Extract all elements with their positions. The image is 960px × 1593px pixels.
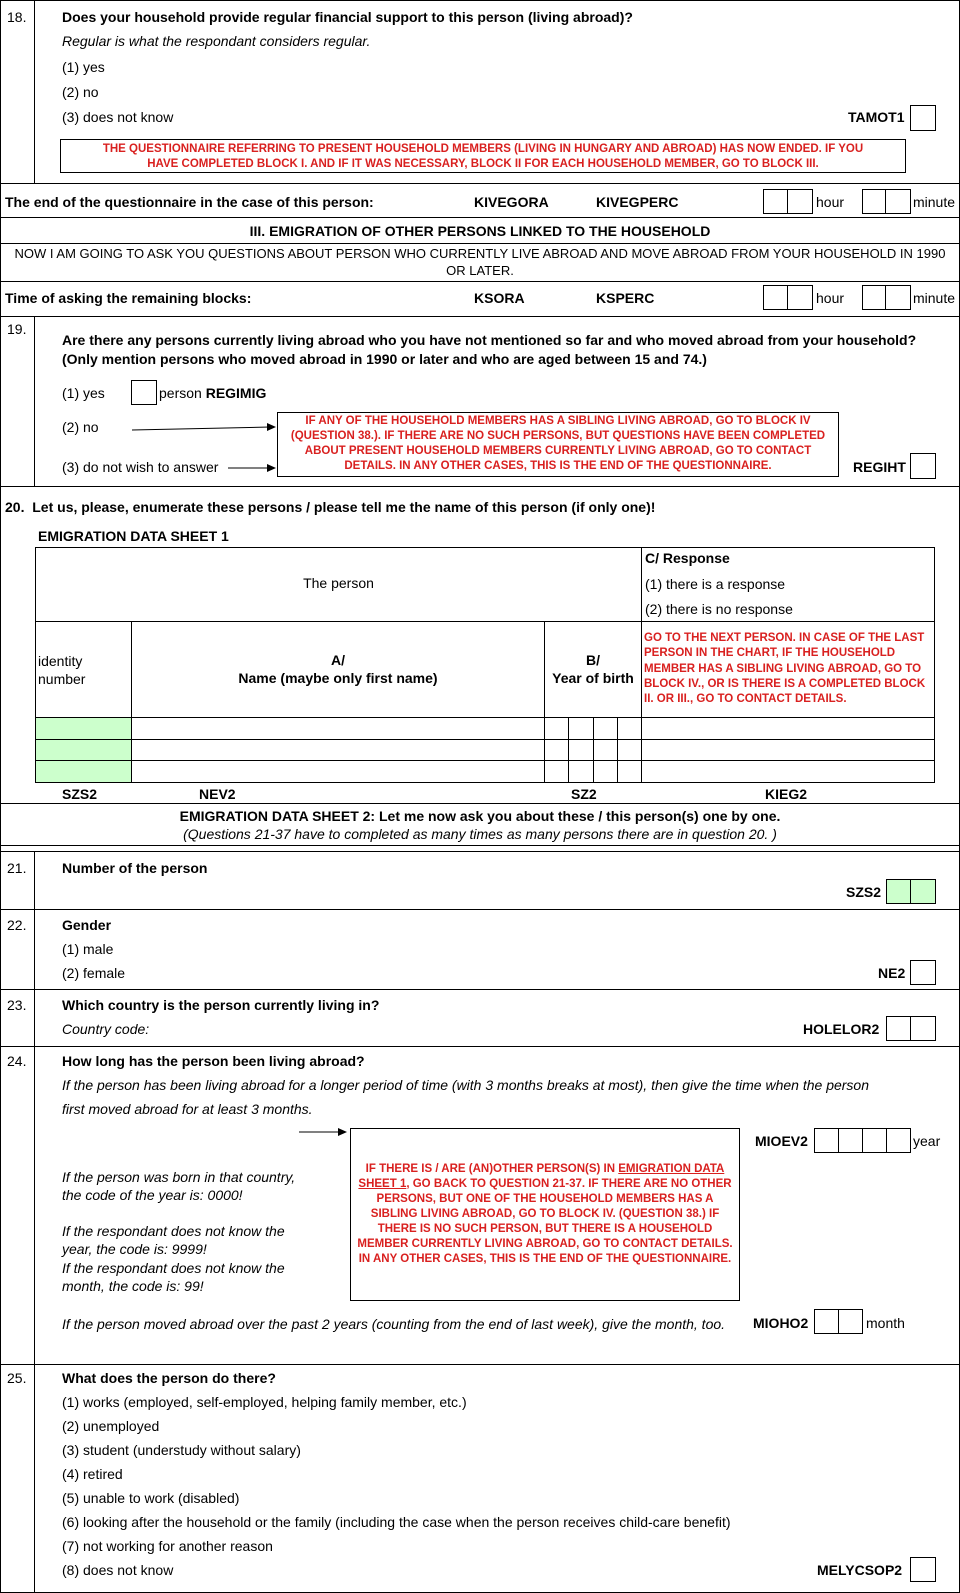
nev2-label: NEV2 xyxy=(199,786,236,802)
q25-option-3[interactable] xyxy=(62,1442,301,1458)
option-label: yes xyxy=(83,59,105,75)
mioev2-digit-4[interactable] xyxy=(886,1128,911,1153)
option-label: yes xyxy=(83,385,105,401)
arrow-icon xyxy=(130,420,280,475)
q22-number: 22. xyxy=(7,917,27,933)
regiht-label: REGIHT xyxy=(853,459,906,475)
hour-unit: hour xyxy=(816,290,845,306)
q25-option-5[interactable] xyxy=(62,1490,239,1506)
moved-note: If the person moved abroad over the past 2 years (counting from the end of last week), give the month, too. xyxy=(62,1316,726,1332)
sheet2-title: EMIGRATION DATA SHEET 2: Let me now ask you about these / this person(s) one by one. xyxy=(179,808,781,824)
option-code: (1) xyxy=(62,385,80,401)
option-code: (7) xyxy=(62,1538,80,1554)
mioho2-label: MIOHO2 xyxy=(753,1315,809,1331)
q19-option-1[interactable] xyxy=(62,385,105,401)
q20-instruction: GO TO THE NEXT PERSON. IN CASE OF THE LAST PERSON IN THE CHART, IF THE HOUSEHOLD MEMBER HAS A SIBLING LIVING ABROAD, GO TO BLOCK IV., OR IS THERE IS A COMPLETED BLOCK II. OR III., GO TO CONTACT DETAILS. xyxy=(644,632,926,706)
q18-question: Does your household provide regular financial support to this person (living abroad)? xyxy=(62,9,633,25)
identity-cell-3[interactable] xyxy=(36,761,131,782)
q18-instruction: THE QUESTIONNAIRE REFERRING TO PRESENT HOUSEHOLD MEMBERS (LIVING IN HUNGARY AND ABROAD) HAS NOW ENDED. IF YOU HAVE COMPLETED BLOCK I. AND IF IT WAS NECESSARY, BLOCK II FOR EACH HOUSEHOLD MEMBER, GO TO BLOCK III. xyxy=(60,139,906,173)
birth-year-header: Year of birth xyxy=(552,670,634,686)
q19-number: 19. xyxy=(7,321,27,337)
q20-number: 20. xyxy=(5,499,25,515)
q19-question: Are there any persons currently living abroad who you have not mentioned so far and who moved abroad from your household? (Only mention persons who moved abroad in 1990 or later and who are aged between 15 and 74.) xyxy=(62,332,917,367)
ne2-label: NE2 xyxy=(878,965,906,981)
born-note-1: If the person was born in that country, xyxy=(62,1169,296,1185)
kivegperc-digit-1[interactable] xyxy=(862,189,886,214)
option-label: unable to work (disabled) xyxy=(83,1490,240,1506)
mioho2-digit-1[interactable] xyxy=(814,1309,839,1334)
ksperc-digit-1[interactable] xyxy=(862,285,886,310)
option-label: does not know xyxy=(83,1562,174,1578)
mioho2-digit-2[interactable] xyxy=(838,1309,863,1334)
sheet1-title: EMIGRATION DATA SHEET 1 xyxy=(38,528,229,544)
mioev2-digit-3[interactable] xyxy=(862,1128,887,1153)
q21-question: Number of the person xyxy=(62,860,208,876)
kivegperc-label: KIVEGPERC xyxy=(596,194,679,210)
kivegora-digit-2[interactable] xyxy=(787,189,813,214)
block3-title: III. EMIGRATION OF OTHER PERSONS LINKED TO THE HOUSEHOLD xyxy=(249,223,711,239)
option-label: female xyxy=(83,965,126,981)
option-label: works (employed, self-employed, helping family member, etc.) xyxy=(83,1394,467,1410)
melycsop2-label: MELYCSOP2 xyxy=(817,1562,903,1578)
kivegperc-digit-2[interactable] xyxy=(885,189,911,214)
minute-unit: minute xyxy=(913,194,956,210)
born-note-2: the code of the year is: 0000! xyxy=(62,1187,243,1203)
ksperc-label: KSPERC xyxy=(596,290,655,306)
option-code: (3) xyxy=(62,1442,80,1458)
option-code: (6) xyxy=(62,1514,80,1530)
option-code: (2) xyxy=(62,84,80,100)
q21-number: 21. xyxy=(7,860,27,876)
q18-note: Regular is what the respondant considers regular. xyxy=(62,33,371,49)
option-code: (1) xyxy=(62,941,80,957)
q19-instruction: IF ANY OF THE HOUSEHOLD MEMBERS HAS A SIBLING LIVING ABROAD, GO TO BLOCK IV (QUESTION 38.). IF THERE ARE NO SUCH PERSONS, BUT QUESTIONS HAVE BEEN COMPLETED ABOUT PRESENT HOUSEHOLD MEMBERS CURRENTLY LIVING ABROAD, GO TO CONTACT DETAILS. IN ANY OTHER CASES, THIS IS THE END OF THE QUESTIONNAIRE. xyxy=(277,412,839,477)
arrow-icon xyxy=(297,1126,349,1138)
option-label: student (understudy without salary) xyxy=(83,1442,301,1458)
option-code: (3) xyxy=(62,109,80,125)
q25-option-7[interactable] xyxy=(62,1538,273,1554)
mioev2-digit-2[interactable] xyxy=(838,1128,863,1153)
q24-note-2: first moved abroad for at least 3 months. xyxy=(62,1101,313,1117)
sz2-label: SZ2 xyxy=(571,786,597,802)
dk-note-4: month, the code is: 99! xyxy=(62,1278,204,1294)
kivegora-label: KIVEGORA xyxy=(474,194,549,210)
q25-option-2[interactable] xyxy=(62,1418,159,1434)
ne2-input[interactable] xyxy=(910,960,936,985)
response-option-2: (2) there is no response xyxy=(645,601,793,617)
q20-line xyxy=(5,499,655,515)
option-label: not working for another reason xyxy=(83,1538,273,1554)
szs2-var-label: SZS2 xyxy=(846,884,882,900)
kieg2-label: KIEG2 xyxy=(765,786,808,802)
option-label: looking after the household or the family (including the case when the person receives child-care benefit) xyxy=(83,1514,731,1530)
q25-option-4[interactable] xyxy=(62,1466,123,1482)
response-header: C/ Response xyxy=(645,550,730,566)
holelor2-label: HOLELOR2 xyxy=(803,1021,880,1037)
ksora-digit-2[interactable] xyxy=(787,285,813,310)
option-label: no xyxy=(83,419,99,435)
q18-option-2[interactable] xyxy=(62,84,99,100)
hour-unit: hour xyxy=(816,194,845,210)
instruction-text: IF THERE IS / ARE (AN)OTHER PERSON(S) IN xyxy=(365,1163,619,1175)
q24-note-1: If the person has been living abroad for a longer period of time (with 3 months breaks at most), then give the time when the person xyxy=(62,1077,870,1093)
q24-instruction xyxy=(350,1128,740,1301)
option-code: (5) xyxy=(62,1490,80,1506)
identity-cell-1[interactable] xyxy=(36,718,131,739)
q24-number: 24. xyxy=(7,1053,27,1069)
option-label: no xyxy=(83,84,99,100)
q19-option-2[interactable] xyxy=(62,419,99,435)
option-code: (4) xyxy=(62,1466,80,1482)
q22-option-1[interactable] xyxy=(62,941,113,957)
kivegora-digit-1[interactable] xyxy=(763,189,788,214)
szs2-digit-2[interactable] xyxy=(910,879,936,904)
q18-number: 18. xyxy=(7,9,27,25)
q25-option-1[interactable] xyxy=(62,1394,467,1410)
melycsop2-input[interactable] xyxy=(910,1557,936,1582)
person-label xyxy=(159,385,266,401)
holelor2-digit-1[interactable] xyxy=(886,1016,911,1041)
option-label: does not know xyxy=(83,109,174,125)
option-code: (2) xyxy=(62,1418,80,1434)
dk-note-2: year, the code is: 9999! xyxy=(62,1241,207,1257)
regiht-input[interactable] xyxy=(910,453,936,479)
the-person-header: The person xyxy=(303,575,374,591)
q20-question: Let us, please, enumerate these persons / please tell me the name of this person (if only one)! xyxy=(32,499,656,515)
birth-year-header-letter: B/ xyxy=(586,652,600,668)
identity-number-header: identity number xyxy=(38,653,86,687)
option-label: male xyxy=(83,941,114,957)
option-code: (3) xyxy=(62,459,80,475)
block3-intro: NOW I AM GOING TO ASK YOU QUESTIONS ABOUT PERSON WHO CURRENTLY LIVE ABROAD AND MOVE ABROAD FROM YOUR HOUSEHOLD IN 1990 OR LATER. xyxy=(14,246,946,278)
response-option-1: (1) there is a response xyxy=(645,576,786,592)
identity-cell-2[interactable] xyxy=(36,740,131,760)
holelor2-digit-2[interactable] xyxy=(910,1016,936,1041)
month-unit: month xyxy=(866,1315,905,1331)
dk-note-1: If the respondant does not know the xyxy=(62,1223,285,1239)
end-label: The end of the questionnaire in the case of this person: xyxy=(5,194,374,210)
q22-option-2[interactable] xyxy=(62,965,125,981)
ksora-label: KSORA xyxy=(474,290,525,306)
q18-option-1[interactable] xyxy=(62,59,105,75)
szs2-label: SZS2 xyxy=(62,786,98,802)
person-word: person xyxy=(159,385,202,401)
regimig-label: REGIMIG xyxy=(205,385,267,401)
option-code: (1) xyxy=(62,59,80,75)
option-code: (2) xyxy=(62,965,80,981)
year-unit: year xyxy=(913,1133,941,1149)
option-code: (2) xyxy=(62,419,80,435)
q18-option-3[interactable] xyxy=(62,109,173,125)
minute-unit: minute xyxy=(913,290,956,306)
option-code: (1) xyxy=(62,1394,80,1410)
q25-option-8[interactable] xyxy=(62,1562,173,1578)
sheet1-link[interactable]: EMIGRATION DATA SHEET 1 xyxy=(358,1163,725,1190)
tamot1-input[interactable] xyxy=(910,105,936,131)
szs2-digit-1[interactable] xyxy=(886,879,911,904)
q25-number: 25. xyxy=(7,1370,27,1386)
time-label: Time of asking the remaining blocks: xyxy=(5,290,252,306)
option-label: do not wish to answer xyxy=(83,459,219,475)
q23-question: Which country is the person currently living in? xyxy=(62,997,380,1013)
option-code: (8) xyxy=(62,1562,80,1578)
ksora-digit-1[interactable] xyxy=(763,285,788,310)
tamot1-label: TAMOT1 xyxy=(848,109,905,125)
q23-note: Country code: xyxy=(62,1021,150,1037)
mioev2-label: MIOEV2 xyxy=(755,1133,808,1149)
q25-question: What does the person do there? xyxy=(62,1370,276,1386)
instruction-text: , GO BACK TO QUESTION 21-37. IF THERE ARE NO OTHER PERSONS, BUT ONE OF THE HOUSEHOLD MEMBERS HAS A SIBLING LIVING ABROAD, GO TO BLOCK IV. (QUESTION 38.) IF THERE IS NO SUCH PERSON, BUT THERE IS A HOUSEHOLD MEMBER CURRENTLY LIVING ABROAD, GO TO CONTACT DETAILS. IN ANY OTHER CASES, THIS IS THE END OF THE QUESTIONNAIRE. xyxy=(357,1178,733,1265)
option-label: retired xyxy=(83,1466,123,1482)
sheet2-note: (Questions 21-37 have to completed as many times as many persons there are in question 20. ) xyxy=(183,826,777,842)
q25-option-6[interactable] xyxy=(62,1514,731,1530)
person-count-input[interactable] xyxy=(131,380,157,405)
name-header-letter: A/ xyxy=(331,652,345,668)
q24-question: How long has the person been living abroad? xyxy=(62,1053,365,1069)
q22-question: Gender xyxy=(62,917,112,933)
q23-number: 23. xyxy=(7,997,27,1013)
mioev2-digit-1[interactable] xyxy=(814,1128,839,1153)
ksperc-digit-2[interactable] xyxy=(885,285,911,310)
dk-note-3: If the respondant does not know the xyxy=(62,1260,285,1276)
name-header: Name (maybe only first name) xyxy=(238,670,438,686)
option-label: unemployed xyxy=(83,1418,160,1434)
